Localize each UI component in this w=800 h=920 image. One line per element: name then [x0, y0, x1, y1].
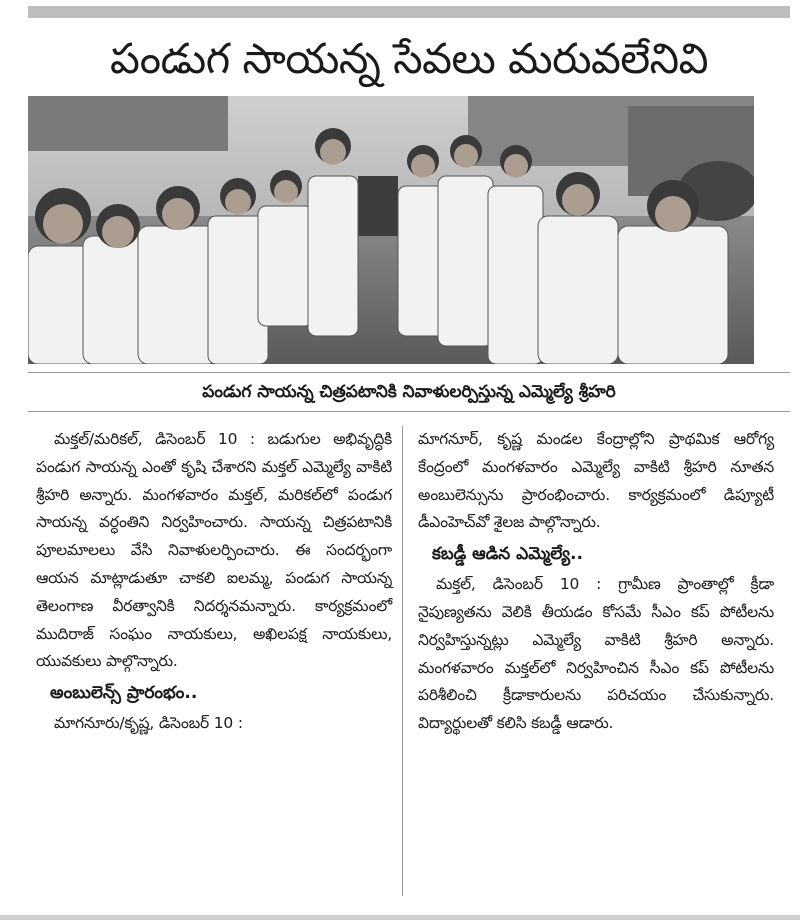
top-rule	[28, 6, 790, 18]
article-body: గ్రామీణ ప్రాంతాల్లో క్రీడా నైపుణ్యతను వెలికి తీయడం కోసమే సీఎం కప్‌ పోటీలను నిర్వహిస్తున్నట్లు ఎమ్మెల్యే వాకిటి శ్రీహరి అన్నారు. మంగళవారం మక్తల్‌లో నిర్వహించిన సీఎం కప్‌ పోటీలను పరిశీలించి క్రీడాకారులను పరిచయం చేసుకున్నారు. విద్యార్థులతో కలిసి కబడ్డీ ఆడారు.	[418, 575, 774, 733]
bottom-rule	[0, 915, 800, 920]
article-paragraph	[418, 426, 774, 537]
news-photo	[28, 96, 754, 364]
photo-caption: పండుగ సాయన్న చిత్రపటానికి నివాళులర్పిస్తున్న ఎమ్మెల్యే శ్రీహరి	[28, 372, 790, 412]
article-dateline: మక్తల్‌, డిసెంబర్‌ 10 :	[436, 575, 602, 594]
photo-illustration	[28, 96, 754, 364]
article-body: మాగనూర్‌, కృష్ణ మండల కేంద్రాల్లోని ప్రాథమిక ఆరోగ్య కేంద్రంలో మంగళవారం ఎమ్మెల్యే వాకిటి శ్రీహరి నూతన అంబులెన్సును ప్రారంభించారు. కార్యక్రమంలో డిప్యూటీ డీఎంహెచ్‌వో శైలజ పాల్గొన్నారు.	[418, 430, 774, 532]
headline: పండుగ సాయన్న సేవలు మరువలేనివి	[109, 34, 709, 83]
article-dateline: మాగనూరు/కృష్ణ, డిసెంబర్‌ 10 :	[54, 714, 243, 733]
article-paragraph	[36, 426, 392, 676]
left-column	[36, 426, 392, 738]
article-body: బడుగుల అభివృద్ధికి పండుగ సాయన్న ఎంతో కృషి చేశారని మక్తల్‌ ఎమ్మెల్యే వాకిటి శ్రీహరి అన్నారు. మంగళవారం మక్తల్‌, మరికల్‌లో పండుగ సాయన్న వర్ధంతిని నిర్వహించారు. సాయన్న చిత్రపటానికి పూలమాలలు వేసి నివాళులర్పించారు. ఈ సందర్భంగా ఆయన మాట్లాడుతూ చాకలి ఐలమ్మ, పండుగ సాయన్న తెలంగాణ వీరత్వానికి నిదర్శనమన్నారు. కార్యక్రమంలో ముదిరాజ్‌ సంఘం నాయకులు, అఖిలపక్ష నాయకులు, యువకులు పాల్గొన్నారు.	[36, 430, 392, 671]
article-paragraph	[36, 710, 392, 738]
article-dateline: మక్తల్‌/మరికల్‌, డిసెంబర్‌ 10 :	[54, 430, 255, 448]
article-heading: కబడ్డీ ఆడిన ఎమ్మెల్యే..	[432, 544, 583, 565]
article-heading: అంబులెన్స్‌ ప్రారంభం..	[50, 683, 198, 704]
right-column	[418, 426, 774, 738]
column-divider	[402, 426, 403, 896]
article-paragraph	[418, 571, 774, 738]
